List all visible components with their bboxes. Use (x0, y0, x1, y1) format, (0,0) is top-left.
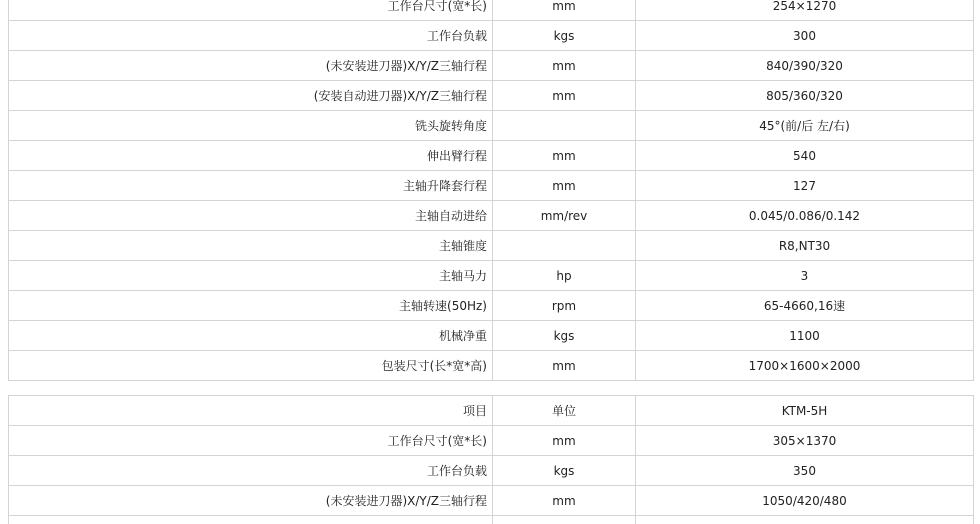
value-cell: 254×1270 (636, 0, 974, 21)
unit-cell: mm (493, 351, 636, 381)
value-cell: 300 (636, 21, 974, 51)
table-header-row (9, 396, 974, 426)
unit-cell: mm/rev (493, 201, 636, 231)
item-name-cell: 工作台负载 (9, 21, 493, 51)
table-row (9, 291, 974, 321)
table-row (9, 201, 974, 231)
item-name-cell: (未安装进刀器)X/Y/Z三轴行程 (9, 51, 493, 81)
table-row (9, 351, 974, 381)
table-row (9, 261, 974, 291)
item-name-cell: 主轴升降套行程 (9, 171, 493, 201)
header-item-cell: 项目 (9, 396, 493, 426)
table-row (9, 171, 974, 201)
unit-cell (493, 231, 636, 261)
spec-table-top (8, 0, 974, 381)
table-row (9, 81, 974, 111)
value-cell: 840/390/320 (636, 51, 974, 81)
item-name-cell: 主轴锥度 (9, 231, 493, 261)
unit-cell: rpm (493, 291, 636, 321)
item-name-cell: 伸出臂行程 (9, 141, 493, 171)
spec-table-top-body (9, 0, 974, 381)
value-cell (636, 516, 974, 524)
value-cell: 1700×1600×2000 (636, 351, 974, 381)
item-name-cell: 主轴马力 (9, 261, 493, 291)
value-cell: 127 (636, 171, 974, 201)
unit-cell: mm (493, 51, 636, 81)
table-row (9, 516, 974, 524)
unit-cell: kgs (493, 321, 636, 351)
item-name-cell: 主轴自动进给 (9, 201, 493, 231)
unit-cell (493, 111, 636, 141)
table-row (9, 231, 974, 261)
item-name-cell: (未安装进刀器)X/Y/Z三轴行程 (9, 486, 493, 516)
header-model-cell: KTM-5H (636, 396, 974, 426)
value-cell: 805/360/320 (636, 81, 974, 111)
value-cell: 1100 (636, 321, 974, 351)
unit-cell (493, 516, 636, 524)
table-row (9, 51, 974, 81)
item-name-cell: 工作台尺寸(宽*长) (9, 426, 493, 456)
unit-cell: mm (493, 171, 636, 201)
unit-cell: kgs (493, 21, 636, 51)
unit-cell: kgs (493, 456, 636, 486)
spec-table-bottom-body (9, 396, 974, 524)
value-cell: 305×1370 (636, 426, 974, 456)
item-name-cell: 主轴转速(50Hz) (9, 291, 493, 321)
table-row (9, 426, 974, 456)
table-row (9, 21, 974, 51)
spec-table-bottom (8, 395, 974, 524)
value-cell: 65-4660,16速 (636, 291, 974, 321)
unit-cell: hp (493, 261, 636, 291)
unit-cell: mm (493, 81, 636, 111)
item-name-cell: 工作台尺寸(宽*长) (9, 0, 493, 21)
item-name-cell: 机械净重 (9, 321, 493, 351)
table-row (9, 321, 974, 351)
value-cell: R8,NT30 (636, 231, 974, 261)
unit-cell: mm (493, 426, 636, 456)
value-cell: 350 (636, 456, 974, 486)
value-cell: 1050/420/480 (636, 486, 974, 516)
item-name-cell: 铣头旋转角度 (9, 111, 493, 141)
table-row (9, 111, 974, 141)
unit-cell: mm (493, 0, 636, 21)
table-row (9, 0, 974, 21)
value-cell: 0.045/0.086/0.142 (636, 201, 974, 231)
item-name-cell: 包装尺寸(长*宽*高) (9, 351, 493, 381)
header-unit-cell: 单位 (493, 396, 636, 426)
item-name-cell: (安装自动进刀器)X/Y/Z三轴行程 (9, 81, 493, 111)
table-row (9, 141, 974, 171)
value-cell: 45°(前/后 左/右) (636, 111, 974, 141)
table-row (9, 456, 974, 486)
value-cell: 540 (636, 141, 974, 171)
unit-cell: mm (493, 486, 636, 516)
item-name-cell (9, 516, 493, 524)
value-cell: 3 (636, 261, 974, 291)
table-row (9, 486, 974, 516)
item-name-cell: 工作台负载 (9, 456, 493, 486)
unit-cell: mm (493, 141, 636, 171)
